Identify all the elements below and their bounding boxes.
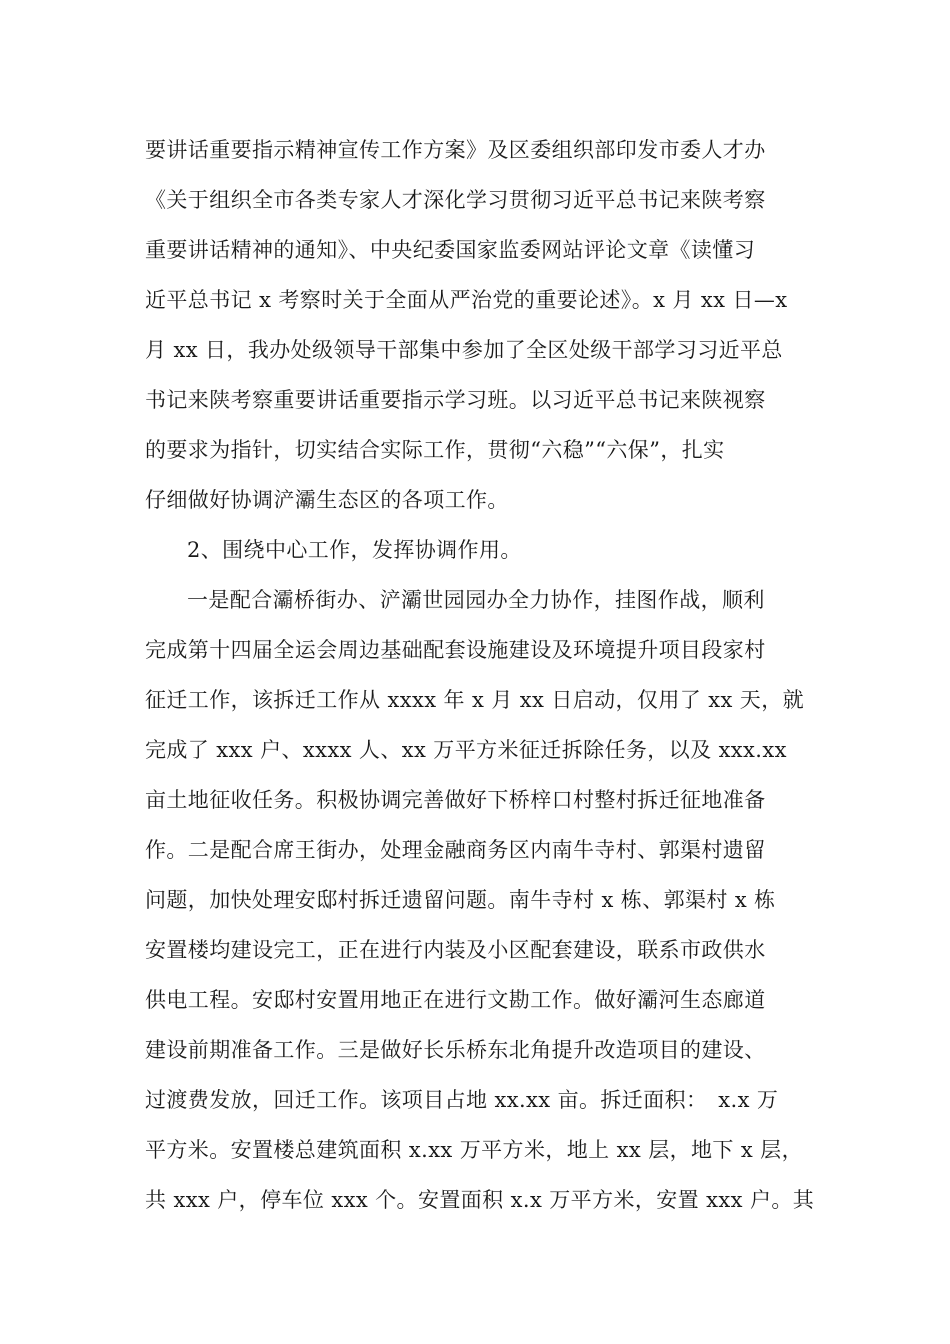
- text-line-4: 近平总书记 x 考察时关于全面从严治党的重要论述》。x 月 xx 日—x: [145, 288, 788, 312]
- text-line-1: 要讲话重要指示精神宣传工作方案》及区委组织部印发市委人才办: [145, 138, 766, 162]
- text-line-15: 作。二是配合席王街办，处理金融商务区内南牛寺村、郭渠村遗留: [145, 838, 766, 862]
- text-line-17: 安置楼均建设完工，正在进行内装及小区配套建设，联系市政供水: [145, 938, 766, 962]
- text-line-18: 供电工程。安邸村安置用地正在进行文勘工作。做好灞河生态廊道: [145, 988, 766, 1012]
- text-line-16: 问题，加快处理安邸村拆迁遗留问题。南牛寺村 x 栋、郭渠村 x 栋: [145, 888, 776, 912]
- text-line-11: 完成第十四届全运会周边基础配套设施建设及环境提升项目段家村: [145, 638, 766, 662]
- text-line-13: 完成了 xxx 户、xxxx 人、xx 万平方米征迁拆除任务，以及 xxx.xx: [145, 738, 787, 762]
- text-line-21: 平方米。安置楼总建筑面积 x.xx 万平方米，地上 xx 层，地下 x 层，: [145, 1138, 803, 1162]
- text-line-12: 征迁工作，该拆迁工作从 xxxx 年 x 月 xx 日启动，仅用了 xx 天，就: [145, 688, 804, 712]
- text-line-8: 仔细做好协调浐灞生态区的各项工作。: [145, 488, 509, 512]
- text-line-5: 月 xx 日，我办处级领导干部集中参加了全区处级干部学习习近平总: [145, 338, 783, 362]
- text-line-2: 《关于组织全市各类专家人才深化学习贯彻习近平总书记来陕考察: [145, 188, 766, 212]
- text-line-19: 建设前期准备工作。三是做好长乐桥东北角提升改造项目的建设、: [145, 1038, 766, 1062]
- text-line-6: 书记来陕考察重要讲话重要指示学习班。以习近平总书记来陕视察: [145, 388, 766, 412]
- text-line-20: 过渡费发放，回迁工作。该项目占地 xx.xx 亩。拆迁面积： x.x 万: [145, 1088, 779, 1112]
- text-line-3: 重要讲话精神的通知》、中央纪委国家监委网站评论文章《读懂习: [145, 238, 756, 262]
- text-line-14: 亩土地征收任务。积极协调完善做好下桥梓口村整村拆迁征地准备: [145, 788, 766, 812]
- text-line-7: 的要求为指针，切实结合实际工作，贯彻“六稳”“六保”，扎实: [145, 438, 725, 462]
- section-heading: 2、围绕中心工作，发挥协调作用。: [187, 538, 522, 562]
- text-line-22: 共 xxx 户，停车位 xxx 个。安置面积 x.x 万平方米，安置 xxx 户。其: [145, 1188, 815, 1212]
- text-line-10: 一是配合灞桥街办、浐灞世园园办全力协作，挂图作战，顺利: [187, 588, 765, 612]
